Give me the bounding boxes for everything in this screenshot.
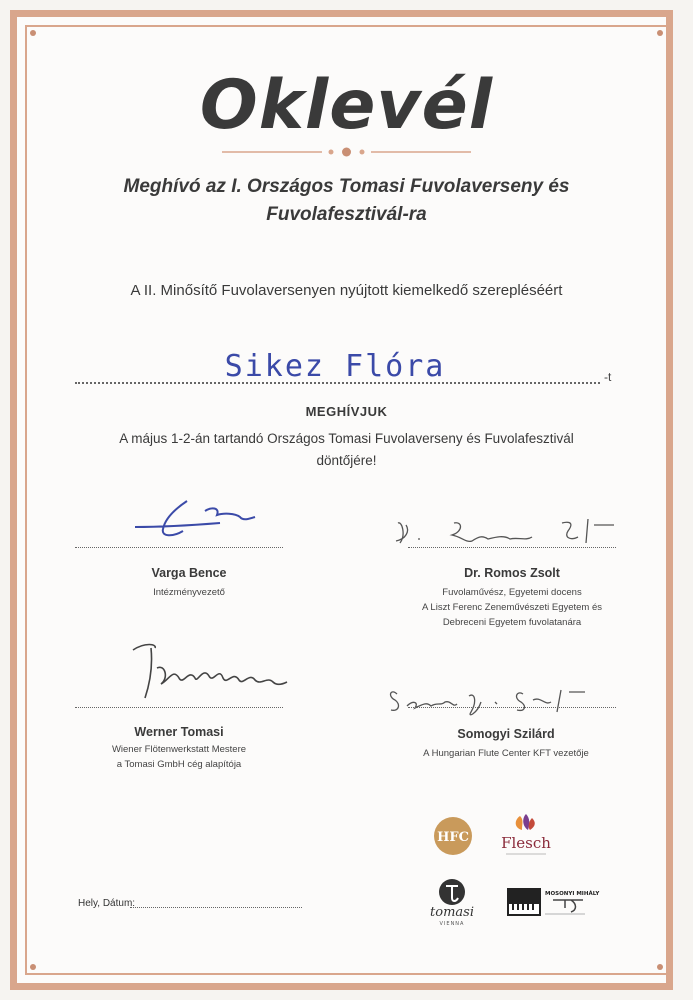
award-reason: A II. Minősítő Fuvolaversenyen nyújtott kiemelkedő szerepléséért bbox=[130, 282, 563, 299]
role-line: a Tomasi GmbH cég alapítója bbox=[116, 759, 242, 770]
signatory-name: Somogyi Szilárd bbox=[457, 727, 555, 741]
place-date-line bbox=[130, 907, 302, 908]
signature-romos bbox=[392, 515, 622, 550]
subtitle bbox=[40, 173, 653, 229]
signatory-role bbox=[49, 742, 309, 772]
tomasi-logo bbox=[420, 876, 484, 928]
name-dotted-line bbox=[75, 382, 600, 384]
hfc-logo-text: HFC bbox=[437, 830, 469, 845]
flesch-logo bbox=[500, 812, 552, 860]
flesch-logo-text: Flesch bbox=[501, 834, 551, 852]
event-description bbox=[90, 428, 603, 472]
signature-line bbox=[408, 707, 616, 708]
role-line: Fuvolaművész, Egyetemi docens bbox=[442, 587, 582, 598]
corner-dot bbox=[30, 30, 36, 36]
signatory-role bbox=[374, 585, 650, 630]
place-date-label: Hely, Dátum: bbox=[78, 898, 136, 909]
signature-tomasi bbox=[125, 638, 295, 703]
invite-heading: MEGHÍVJUK bbox=[305, 404, 388, 419]
event-line: döntőjére! bbox=[316, 453, 377, 468]
role-line: Debreceni Egyetem fuvolatanára bbox=[442, 617, 582, 628]
mosonyi-logo-text: MOSONYI MIHÁLY bbox=[545, 891, 600, 897]
event-line: A május 1-2-án tartandó Országos Tomasi Fuvolaverseny és Fuvolafesztivál bbox=[119, 431, 574, 446]
signatory-role: Intézményvezető bbox=[153, 587, 225, 598]
signatory-name: Dr. Romos Zsolt bbox=[464, 566, 560, 580]
signature-somogyi bbox=[385, 680, 615, 718]
name-suffix: -t bbox=[604, 370, 612, 384]
subtitle-line: Fuvolafesztivál-ra bbox=[266, 204, 427, 225]
signatory-name: Varga Bence bbox=[151, 566, 227, 580]
role-line: Wiener Flötenwerkstatt Mestere bbox=[111, 744, 247, 755]
page-title: Oklevél bbox=[199, 66, 494, 145]
signature-line bbox=[75, 547, 283, 548]
role-line: A Liszt Ferenc Zeneművészeti Egyetem és bbox=[421, 602, 603, 613]
tomasi-logo-sub: VIENNA bbox=[439, 921, 465, 927]
ornament-divider bbox=[222, 146, 471, 158]
mosonyi-logo bbox=[505, 884, 600, 920]
hfc-logo bbox=[433, 816, 473, 856]
corner-dot bbox=[30, 964, 36, 970]
corner-dot bbox=[657, 30, 663, 36]
signature-line bbox=[75, 707, 283, 708]
signature-line bbox=[408, 547, 616, 548]
signatory-role: A Hungarian Flute Center KFT vezetője bbox=[423, 748, 589, 759]
tomasi-logo-text: tomasi bbox=[430, 905, 474, 920]
inner-border bbox=[25, 25, 668, 975]
recipient-name: Sikez Flóra bbox=[224, 349, 446, 384]
subtitle-line: Meghívó az I. Országos Tomasi Fuvolaverseny és bbox=[123, 176, 570, 197]
signature-varga bbox=[125, 497, 275, 542]
signatory-name: Werner Tomasi bbox=[134, 725, 224, 739]
corner-dot bbox=[657, 964, 663, 970]
